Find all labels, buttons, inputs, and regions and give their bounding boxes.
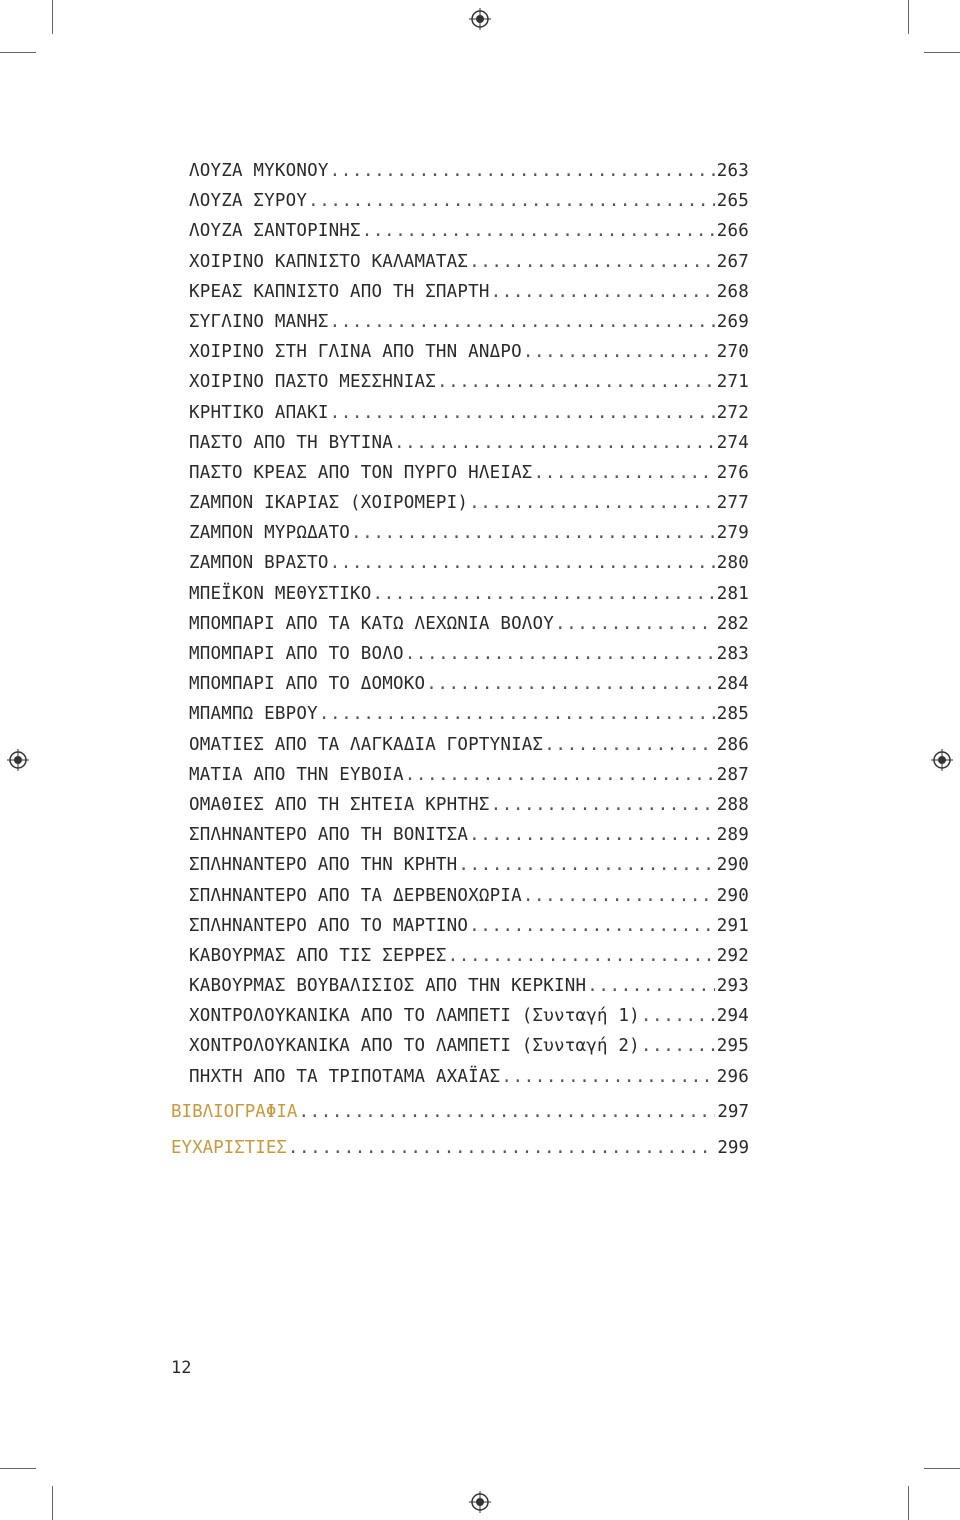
dot-leader xyxy=(641,1001,715,1031)
toc-entry-title: ΧΟΙΡΙΝΟ ΠΑΣΤΟ ΜΕΣΣΗΝΙΑΣ xyxy=(189,372,436,393)
toc-entry xyxy=(189,307,749,337)
dot-leader xyxy=(491,277,715,307)
toc-entry-page: 283 xyxy=(716,644,749,664)
toc-entry-title: ΖΑΜΠΟΝ ΒΡΑΣΤΟ xyxy=(189,553,329,574)
toc-entry-page: 290 xyxy=(716,885,749,906)
registration-mark-icon xyxy=(7,749,29,771)
toc-entry xyxy=(189,790,749,820)
toc-entry xyxy=(189,1001,749,1031)
crop-mark xyxy=(52,0,53,34)
toc-entry-page: 276 xyxy=(716,462,749,483)
dot-leader xyxy=(330,307,715,337)
toc-entry-page: 269 xyxy=(716,311,749,332)
registration-mark-icon xyxy=(469,1491,491,1513)
toc-section-title: ΕΥΧΑΡΙΣΤΙΕΣ xyxy=(171,1138,287,1158)
toc-entry xyxy=(189,820,749,850)
toc-entry xyxy=(189,216,749,246)
toc-entry-page: 290 xyxy=(716,855,749,876)
toc-entry xyxy=(189,277,749,307)
toc-entry-page: 292 xyxy=(716,945,749,966)
toc-entry-title: ΧΟΝΤΡΟΛΟΥΚΑΝΙΚΑ ΑΠΟ ΤΟ ΛΑΜΠΕΤΙ (Συνταγή 1) xyxy=(189,1006,640,1027)
dot-leader xyxy=(330,548,715,578)
dot-leader xyxy=(330,398,715,428)
toc-entry-title: ΚΡΕΑΣ ΚΑΠΝΙΣΤΟ ΑΠΟ ΤΗ ΣΠΑΡΤΗ xyxy=(189,281,490,302)
toc-entry-title: ΠΑΣΤΟ ΑΠΟ ΤΗ ΒΥΤΙΝΑ xyxy=(189,432,393,453)
toc-entry-title: ΧΟΝΤΡΟΛΟΥΚΑΝΙΚΑ ΑΠΟ ΤΟ ΛΑΜΠΕΤΙ (Συνταγή 2) xyxy=(189,1036,640,1057)
toc-entry-title: ΜΑΤΙΑ ΑΠΟ ΤΗΝ ΕΥΒΟΙΑ xyxy=(189,764,404,785)
toc-entry-page: 266 xyxy=(716,221,749,242)
toc-entry xyxy=(189,669,749,699)
crop-mark xyxy=(0,52,36,53)
dot-leader xyxy=(523,881,715,911)
toc-entry xyxy=(189,518,749,548)
crop-mark xyxy=(908,0,909,34)
dot-leader xyxy=(534,458,715,488)
toc-entry-page: 268 xyxy=(716,281,749,302)
toc-entry xyxy=(189,881,749,911)
toc-entry xyxy=(189,579,749,609)
toc-entry-page: 271 xyxy=(716,372,749,393)
toc-entry-title: ΜΠΟΜΠΑΡΙ ΑΠΟ ΤΟ ΒΟΛΟ xyxy=(189,644,404,664)
dot-leader xyxy=(394,428,715,458)
toc-entry xyxy=(189,367,749,397)
dot-leader xyxy=(469,488,715,518)
toc-entry-page: 277 xyxy=(716,493,749,514)
toc-entry-title: ΠΗΧΤΗ ΑΠΟ ΤΑ ΤΡΙΠΟΤΑΜΑ ΑΧΑΪΑΣ xyxy=(189,1066,501,1087)
toc-entry xyxy=(189,1031,749,1061)
toc-entry-title: ΟΜΑΘΙΕΣ ΑΠΟ ΤΗ ΣΗΤΕΙΑ ΚΡΗΤΗΣ xyxy=(189,794,490,815)
toc-entry-title: ΜΠΕΪΚΟΝ ΜΕΘΥΣΤΙΚΟ xyxy=(189,583,372,604)
toc-entry-title: ΣΠΛΗΝΑΝΤΕΡΟ ΑΠΟ ΤΑ ΔΕΡΒΕΝΟΧΩΡΙΑ xyxy=(189,885,522,906)
toc-entry xyxy=(189,428,749,458)
toc-entry xyxy=(189,911,749,941)
dot-leader xyxy=(437,367,715,397)
toc-entry xyxy=(189,730,749,760)
toc-entry xyxy=(189,458,749,488)
crop-mark xyxy=(908,1486,909,1520)
toc-entry-page: 296 xyxy=(716,1066,749,1087)
toc-entry-page: 274 xyxy=(716,432,749,453)
toc-entry-page: 265 xyxy=(716,191,749,212)
toc-entry xyxy=(189,247,749,277)
toc-entry-title: ΛΟΥΖΑ ΣΑΝΤΟΡΙΝΗΣ xyxy=(189,221,361,242)
toc-entry-page: 272 xyxy=(716,402,749,423)
toc-entry-page: 279 xyxy=(716,523,749,544)
dot-leader xyxy=(373,579,715,609)
dot-leader xyxy=(298,1097,715,1127)
dot-leader xyxy=(587,971,715,1001)
toc-entry-title: ΜΠΟΜΠΑΡΙ ΑΠΟ ΤΟ ΔΟΜΟΚΟ xyxy=(189,674,426,695)
toc-section-bibliography xyxy=(171,1097,749,1127)
toc-entry-page: 294 xyxy=(716,1006,749,1027)
toc-section-page: 299 xyxy=(717,1138,749,1158)
toc-entry-page: 284 xyxy=(716,674,749,695)
page-number: 12 xyxy=(171,1358,192,1378)
toc-entry-title: ΜΠΑΜΠΩ ΕΒΡΟΥ xyxy=(189,704,318,725)
toc-entry-title: ΖΑΜΠΟΝ ΜΥΡΩΔΑΤΟ xyxy=(189,523,351,544)
dot-leader xyxy=(469,820,715,850)
dot-leader xyxy=(555,609,715,639)
dot-leader xyxy=(405,760,715,790)
toc-entry-page: 280 xyxy=(716,553,749,574)
toc-entry-page: 287 xyxy=(716,764,749,785)
dot-leader xyxy=(491,790,715,820)
toc-entry-title: ΚΑΒΟΥΡΜΑΣ ΑΠΟ ΤΙΣ ΣΕΡΡΕΣ xyxy=(189,945,447,966)
table-of-contents xyxy=(189,156,749,1092)
dot-leader xyxy=(308,186,715,216)
dot-leader xyxy=(469,911,715,941)
toc-entry-page: 293 xyxy=(716,976,749,997)
toc-entry xyxy=(189,699,749,729)
toc-entry xyxy=(189,850,749,880)
toc-entry xyxy=(189,971,749,1001)
toc-entry-title: ΟΜΑΤΙΕΣ ΑΠΟ ΤΑ ΛΑΓΚΑΔΙΑ ΓΟΡΤΥΝΙΑΣ xyxy=(189,734,544,755)
toc-entry xyxy=(189,639,749,669)
dot-leader xyxy=(458,850,714,880)
toc-entry-page: 291 xyxy=(716,915,749,936)
toc-entry-title: ΣΥΓΛΙΝΟ ΜΑΝΗΣ xyxy=(189,311,329,332)
dot-leader xyxy=(351,518,715,548)
dot-leader xyxy=(330,156,715,186)
toc-entry-title: ΣΠΛΗΝΑΝΤΕΡΟ ΑΠΟ ΤΗΝ ΚΡΗΤΗ xyxy=(189,855,458,876)
toc-entry-page: 286 xyxy=(716,734,749,755)
crop-mark xyxy=(0,1468,36,1469)
toc-entry-page: 267 xyxy=(716,251,749,272)
toc-entry-title: ΚΑΒΟΥΡΜΑΣ ΒΟΥΒΑΛΙΣΙΟΣ ΑΠΟ ΤΗΝ ΚΕΡΚΙΝΗ xyxy=(189,976,587,997)
toc-section-acknowledgements xyxy=(171,1133,749,1163)
crop-mark xyxy=(52,1486,53,1520)
toc-entry xyxy=(189,398,749,428)
registration-mark-icon xyxy=(469,8,491,30)
toc-entry-title: ΧΟΙΡΙΝΟ ΣΤΗ ΓΛΙΝΑ ΑΠΟ ΤΗΝ ΑΝΔΡΟ xyxy=(189,342,522,363)
toc-section-page: 297 xyxy=(717,1102,749,1122)
toc-entry xyxy=(189,337,749,367)
toc-entry-page: 282 xyxy=(716,613,749,634)
toc-entry-page: 295 xyxy=(716,1036,749,1057)
toc-entry-title: ΣΠΛΗΝΑΝΤΕΡΟ ΑΠΟ ΤΗ ΒΟΝΙΤΣΑ xyxy=(189,825,469,846)
dot-leader xyxy=(426,669,715,699)
toc-entry-title: ΜΠΟΜΠΑΡΙ ΑΠΟ ΤΑ ΚΑΤΩ ΛΕΧΩΝΙΑ ΒΟΛΟΥ xyxy=(189,613,555,634)
toc-entry-page: 263 xyxy=(716,161,749,181)
toc-entry-page: 288 xyxy=(716,794,749,815)
toc-entry xyxy=(189,156,749,186)
toc-entry-title: ΚΡΗΤΙΚΟ ΑΠΑΚΙ xyxy=(189,402,329,423)
toc-entry-page: 281 xyxy=(716,583,749,604)
dot-leader xyxy=(641,1031,715,1061)
toc-entry xyxy=(189,548,749,578)
dot-leader xyxy=(362,216,715,246)
toc-section-title: ΒΙΒΛΙΟΓΡΑΦΙΑ xyxy=(171,1102,298,1122)
toc-entry-title: ΣΠΛΗΝΑΝΤΕΡΟ ΑΠΟ ΤΟ ΜΑΡΤΙΝΟ xyxy=(189,915,469,936)
dot-leader xyxy=(544,730,714,760)
toc-entry-title: ΖΑΜΠΟΝ ΙΚΑΡΙΑΣ (ΧΟΙΡΟΜΕΡΙ) xyxy=(189,493,469,514)
dot-leader xyxy=(469,247,715,277)
dot-leader xyxy=(405,639,715,669)
dot-leader xyxy=(523,337,715,367)
registration-mark-icon xyxy=(931,749,953,771)
toc-entry xyxy=(189,609,749,639)
dot-leader xyxy=(501,1062,714,1092)
toc-entry-page: 289 xyxy=(716,825,749,846)
toc-entry-title: ΛΟΥΖΑ ΜΥΚΟΝΟΥ xyxy=(189,161,329,181)
toc-entry-title: ΧΟΙΡΙΝΟ ΚΑΠΝΙΣΤΟ ΚΑΛΑΜΑΤΑΣ xyxy=(189,251,469,272)
toc-entry-page: 285 xyxy=(716,704,749,725)
crop-mark xyxy=(924,52,960,53)
toc-entry xyxy=(189,186,749,216)
crop-mark xyxy=(924,1468,960,1469)
toc-entry xyxy=(189,1062,749,1092)
dot-leader xyxy=(319,699,715,729)
toc-entry-title: ΛΟΥΖΑ ΣΥΡΟΥ xyxy=(189,191,308,212)
toc-entry xyxy=(189,941,749,971)
toc-entry-title: ΠΑΣΤΟ ΚΡΕΑΣ ΑΠΟ ΤΟΝ ΠΥΡΓΟ ΗΛΕΙΑΣ xyxy=(189,462,533,483)
dot-leader xyxy=(448,941,715,971)
toc-entry-page: 270 xyxy=(716,342,749,363)
toc-entry xyxy=(189,760,749,790)
dot-leader xyxy=(288,1133,715,1163)
toc-entry xyxy=(189,488,749,518)
